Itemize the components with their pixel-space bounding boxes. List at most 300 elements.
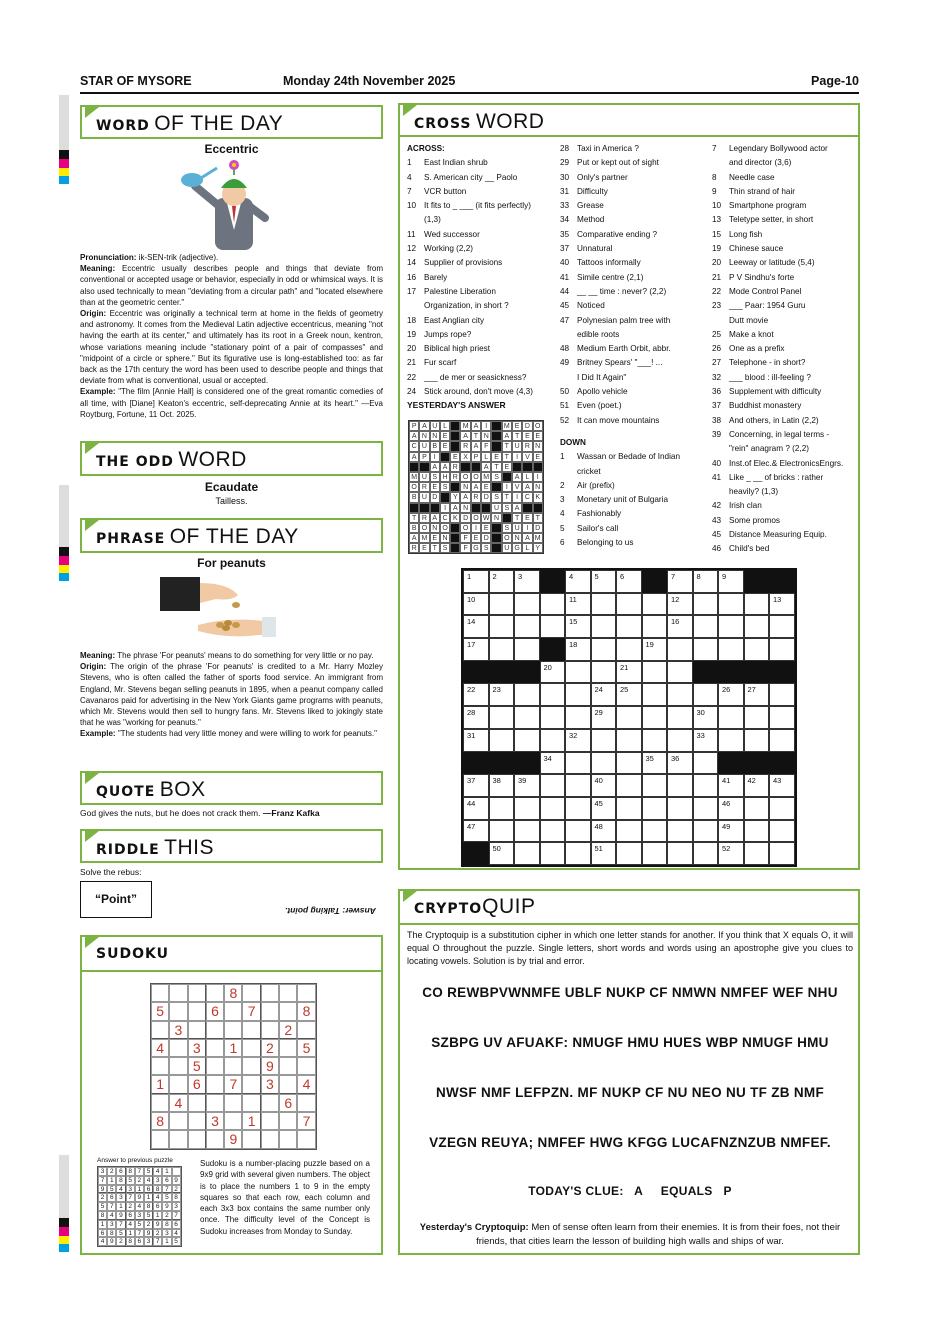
grid-cell[interactable] bbox=[616, 638, 642, 661]
grid-cell[interactable] bbox=[642, 593, 668, 616]
grid-cell[interactable] bbox=[693, 752, 719, 775]
grid-cell[interactable]: 30 bbox=[693, 706, 719, 729]
clue-text: Sailor's call bbox=[577, 523, 619, 533]
grid-cell[interactable] bbox=[769, 842, 795, 865]
answer-cell: T bbox=[491, 462, 501, 472]
grid-cell[interactable] bbox=[718, 729, 744, 752]
grid-cell[interactable] bbox=[616, 774, 642, 797]
answer-cell: S bbox=[502, 523, 512, 533]
answer-cell: O bbox=[502, 533, 512, 543]
grid-cell[interactable]: 7 bbox=[667, 570, 693, 593]
grid-cell[interactable]: 24 bbox=[591, 683, 617, 706]
grid-cell[interactable]: 49 bbox=[718, 820, 744, 843]
grid-cell[interactable] bbox=[642, 842, 668, 865]
sudoku-cell[interactable] bbox=[224, 1057, 242, 1075]
grid-cell[interactable] bbox=[540, 706, 566, 729]
grid-cell[interactable] bbox=[514, 820, 540, 843]
answer-cell: M bbox=[481, 472, 491, 482]
grid-cell[interactable] bbox=[642, 661, 668, 684]
grid-cell[interactable] bbox=[514, 638, 540, 661]
answer-cell: 1 bbox=[144, 1193, 153, 1202]
clue-text: Noticed bbox=[577, 301, 605, 311]
sudoku-cell[interactable]: 7 bbox=[224, 1075, 242, 1093]
clue-row bbox=[712, 471, 843, 485]
sudoku-cell[interactable] bbox=[206, 1094, 224, 1112]
grid-cell[interactable] bbox=[744, 797, 770, 820]
sudoku-cell[interactable] bbox=[169, 1075, 187, 1093]
grid-cell[interactable] bbox=[718, 706, 744, 729]
grid-cell[interactable] bbox=[540, 683, 566, 706]
grid-cell[interactable] bbox=[693, 593, 719, 616]
grid-cell[interactable]: 8 bbox=[693, 570, 719, 593]
grid-cell[interactable] bbox=[616, 706, 642, 729]
sudoku-cell[interactable] bbox=[261, 1094, 279, 1112]
grid-cell[interactable] bbox=[514, 593, 540, 616]
sudoku-cell[interactable] bbox=[224, 1112, 242, 1130]
sudoku-cell[interactable] bbox=[279, 1039, 297, 1057]
sudoku-cell[interactable] bbox=[188, 1130, 206, 1148]
answer-cell: 9 bbox=[144, 1229, 153, 1238]
clue-text: East Indian shrub bbox=[424, 158, 488, 168]
sudoku-cell[interactable]: 3 bbox=[169, 1021, 187, 1039]
sudoku-cell[interactable]: 2 bbox=[279, 1021, 297, 1039]
grid-cell[interactable] bbox=[565, 706, 591, 729]
grid-cell[interactable] bbox=[667, 842, 693, 865]
grid-cell[interactable]: 20 bbox=[540, 661, 566, 684]
answer-cell: O bbox=[471, 513, 481, 523]
sudoku-cell[interactable] bbox=[151, 1130, 169, 1148]
sudoku-cell[interactable]: 2 bbox=[261, 1039, 279, 1057]
black-cell bbox=[450, 533, 460, 543]
grid-cell[interactable]: 19 bbox=[642, 638, 668, 661]
grid-cell[interactable]: 51 bbox=[591, 842, 617, 865]
grid-cell[interactable]: 14 bbox=[463, 615, 489, 638]
grid-cell[interactable]: 3 bbox=[514, 570, 540, 593]
black-cell bbox=[450, 421, 460, 431]
grid-cell[interactable] bbox=[489, 820, 515, 843]
sudoku-cell[interactable]: 6 bbox=[188, 1075, 206, 1093]
grid-cell[interactable] bbox=[642, 683, 668, 706]
answer-cell: A bbox=[522, 533, 532, 543]
sudoku-cell[interactable] bbox=[242, 984, 260, 1002]
sudoku-cell[interactable]: 4 bbox=[151, 1039, 169, 1057]
grid-cell[interactable]: 34 bbox=[540, 752, 566, 775]
grid-cell[interactable] bbox=[591, 661, 617, 684]
sudoku-cell[interactable] bbox=[188, 1094, 206, 1112]
clue-text: (1,3) bbox=[424, 215, 441, 225]
grid-cell[interactable]: 16 bbox=[667, 615, 693, 638]
clue-text: Working (2,2) bbox=[424, 244, 473, 254]
answer-cell bbox=[172, 1167, 181, 1176]
sudoku-cell[interactable] bbox=[261, 1002, 279, 1020]
grid-cell[interactable] bbox=[693, 683, 719, 706]
grid-cell[interactable] bbox=[565, 683, 591, 706]
answer-cell: E bbox=[440, 431, 450, 441]
grid-cell[interactable] bbox=[489, 638, 515, 661]
answer-cell: U bbox=[491, 503, 501, 513]
grid-cell[interactable] bbox=[693, 797, 719, 820]
grid-cell[interactable] bbox=[769, 683, 795, 706]
sudoku-cell[interactable] bbox=[297, 1094, 315, 1112]
sudoku-cell[interactable] bbox=[242, 1130, 260, 1148]
grid-cell[interactable] bbox=[642, 820, 668, 843]
grid-cell[interactable] bbox=[540, 593, 566, 616]
answer-cell: E bbox=[512, 421, 522, 431]
grid-cell[interactable] bbox=[769, 706, 795, 729]
grid-cell[interactable] bbox=[744, 729, 770, 752]
answer-cell: 1 bbox=[98, 1220, 107, 1229]
black-cell bbox=[718, 661, 744, 684]
sudoku-cell[interactable]: 5 bbox=[151, 1002, 169, 1020]
answer-cell: I bbox=[512, 452, 522, 462]
grid-cell[interactable] bbox=[565, 774, 591, 797]
answer-cell: T bbox=[533, 513, 543, 523]
grid-cell[interactable] bbox=[667, 820, 693, 843]
grid-cell[interactable] bbox=[718, 638, 744, 661]
sudoku-cell[interactable] bbox=[297, 1021, 315, 1039]
clue-number: 14 bbox=[407, 258, 417, 268]
sudoku-cell[interactable] bbox=[297, 1057, 315, 1075]
grid-cell[interactable] bbox=[744, 820, 770, 843]
riddle-title-small: RIDDLE bbox=[96, 842, 160, 858]
grid-cell[interactable] bbox=[540, 797, 566, 820]
grid-cell[interactable] bbox=[616, 729, 642, 752]
grid-cell[interactable] bbox=[693, 638, 719, 661]
sudoku-cell[interactable] bbox=[224, 1094, 242, 1112]
grid-cell[interactable]: 41 bbox=[718, 774, 744, 797]
grid-cell[interactable] bbox=[616, 842, 642, 865]
sudoku-cell[interactable] bbox=[169, 1002, 187, 1020]
answer-cell: U bbox=[502, 543, 512, 553]
grid-cell[interactable] bbox=[616, 593, 642, 616]
clue-text: Supplement with difficulty bbox=[729, 387, 822, 397]
clue-text: Fur scarf bbox=[424, 358, 457, 368]
grid-cell[interactable] bbox=[540, 729, 566, 752]
clue-row bbox=[560, 199, 680, 213]
clue-number: 6 bbox=[560, 538, 565, 548]
grid-cell[interactable]: 46 bbox=[718, 797, 744, 820]
sudoku-cell[interactable]: 1 bbox=[242, 1112, 260, 1130]
crossword-title-box bbox=[398, 103, 860, 137]
sudoku-cell[interactable] bbox=[188, 1021, 206, 1039]
sudoku-cell[interactable] bbox=[297, 984, 315, 1002]
grid-cell[interactable]: 27 bbox=[744, 683, 770, 706]
grid-cell[interactable] bbox=[540, 820, 566, 843]
grid-cell[interactable] bbox=[693, 774, 719, 797]
sudoku-cell[interactable] bbox=[151, 984, 169, 1002]
grid-cell[interactable] bbox=[514, 729, 540, 752]
grid-cell[interactable]: 21 bbox=[616, 661, 642, 684]
grid-cell[interactable] bbox=[693, 820, 719, 843]
grid-cell[interactable] bbox=[514, 797, 540, 820]
grid-cell[interactable] bbox=[540, 774, 566, 797]
grid-cell[interactable] bbox=[769, 820, 795, 843]
grid-cell[interactable] bbox=[667, 638, 693, 661]
grid-cell[interactable]: 22 bbox=[463, 683, 489, 706]
sudoku-cell[interactable]: 1 bbox=[151, 1075, 169, 1093]
grid-cell[interactable] bbox=[565, 661, 591, 684]
grid-cell[interactable]: 50 bbox=[489, 842, 515, 865]
answer-cell: E bbox=[440, 441, 450, 451]
grid-cell[interactable] bbox=[744, 638, 770, 661]
grid-cell[interactable] bbox=[744, 615, 770, 638]
grid-cell[interactable] bbox=[769, 729, 795, 752]
grid-cell[interactable] bbox=[667, 774, 693, 797]
grid-cell[interactable]: 11 bbox=[565, 593, 591, 616]
sudoku-grid[interactable] bbox=[150, 983, 317, 1150]
grid-cell[interactable]: 6 bbox=[616, 570, 642, 593]
grid-cell[interactable] bbox=[616, 752, 642, 775]
black-cell bbox=[440, 492, 450, 502]
grid-cell[interactable]: 40 bbox=[591, 774, 617, 797]
answer-cell: P bbox=[419, 452, 429, 462]
sudoku-cell[interactable] bbox=[224, 1021, 242, 1039]
grid-cell[interactable] bbox=[718, 615, 744, 638]
answer-cell: 8 bbox=[107, 1229, 116, 1238]
sudoku-cell[interactable] bbox=[279, 1002, 297, 1020]
clue-row bbox=[560, 342, 680, 356]
sudoku-cell[interactable]: 5 bbox=[188, 1057, 206, 1075]
sudoku-cell[interactable] bbox=[261, 984, 279, 1002]
grid-cell[interactable] bbox=[667, 661, 693, 684]
grid-cell[interactable] bbox=[642, 615, 668, 638]
grid-cell[interactable] bbox=[565, 820, 591, 843]
sudoku-cell[interactable] bbox=[279, 1075, 297, 1093]
answer-cell: E bbox=[491, 452, 501, 462]
crossword-grid[interactable] bbox=[461, 568, 797, 867]
clue-text: "rein" anagram ? (2,2) bbox=[729, 444, 809, 454]
sudoku-cell[interactable] bbox=[279, 1057, 297, 1075]
black-cell bbox=[471, 462, 481, 472]
grid-cell[interactable]: 38 bbox=[489, 774, 515, 797]
grid-cell[interactable] bbox=[693, 615, 719, 638]
grid-cell[interactable]: 13 bbox=[769, 593, 795, 616]
grid-cell[interactable]: 52 bbox=[718, 842, 744, 865]
grid-cell[interactable]: 29 bbox=[591, 706, 617, 729]
grid-cell[interactable]: 28 bbox=[463, 706, 489, 729]
answer-cell: E bbox=[419, 543, 429, 553]
sudoku-cell[interactable] bbox=[224, 1002, 242, 1020]
clue-number: 19 bbox=[407, 329, 417, 339]
grid-cell[interactable] bbox=[667, 729, 693, 752]
sudoku-cell[interactable] bbox=[169, 1112, 187, 1130]
grid-cell[interactable] bbox=[489, 615, 515, 638]
grid-cell[interactable]: 37 bbox=[463, 774, 489, 797]
black-cell bbox=[514, 661, 540, 684]
black-cell bbox=[522, 462, 532, 472]
odd-meaning: Tailless. bbox=[215, 496, 248, 506]
grid-cell[interactable] bbox=[489, 797, 515, 820]
wotd-body: Pronunciation: ik-SEN-trik (adjective). Meaning: Eccentric usually describes people and things that deviate from conventional or accepted usage or behavior, especially in odd or whimsical ways. It is also used technically to mean "deviating from a circular path" and "located elsewhere than at the geometric center." Origin: Eccentric was originally a technical term at home in the fields of geometry and astronomy. It comes from the Medieval Latin adjective eccentricus, meaning "not having the earth at its center," and ultimately has its root in a Greek noun, kentron, whose variations meaning include "stationary point of a pair of compasses" and "midpoint of a circle or sphere." But its figurative use is long-established too: as far back as the 17th century the word has been used to describe people and things that deviate from what is conventional, usual or accepted. Example: "The film [Annie Hall] is considered one of the great romantic comedies of all time, with [Diane] Keaton's eccentric, self-deprecating Annie at its heart." —Eva Roytburg, Fortune, 11 Oct. 2025. bbox=[80, 253, 383, 419]
grid-cell[interactable] bbox=[667, 683, 693, 706]
grid-cell[interactable] bbox=[565, 752, 591, 775]
sudoku-cell[interactable]: 4 bbox=[297, 1075, 315, 1093]
grid-cell[interactable]: 25 bbox=[616, 683, 642, 706]
clue-row bbox=[712, 485, 843, 499]
grid-cell[interactable]: 23 bbox=[489, 683, 515, 706]
reg-gray bbox=[59, 95, 69, 150]
grid-cell[interactable]: 33 bbox=[693, 729, 719, 752]
grid-cell[interactable] bbox=[591, 593, 617, 616]
sudoku-cell[interactable]: 7 bbox=[242, 1002, 260, 1020]
grid-cell[interactable] bbox=[591, 615, 617, 638]
grid-cell[interactable]: 44 bbox=[463, 797, 489, 820]
sudoku-cell[interactable] bbox=[151, 1021, 169, 1039]
clue-row bbox=[407, 256, 533, 270]
grid-cell[interactable] bbox=[489, 593, 515, 616]
grid-cell[interactable] bbox=[514, 683, 540, 706]
grid-cell[interactable] bbox=[489, 706, 515, 729]
grid-cell[interactable] bbox=[489, 729, 515, 752]
grid-cell[interactable] bbox=[642, 706, 668, 729]
grid-cell[interactable]: 5 bbox=[591, 570, 617, 593]
grid-cell[interactable] bbox=[616, 615, 642, 638]
grid-cell[interactable] bbox=[591, 729, 617, 752]
sudoku-cell[interactable]: 6 bbox=[279, 1094, 297, 1112]
sudoku-cell[interactable] bbox=[151, 1094, 169, 1112]
grid-cell[interactable] bbox=[667, 706, 693, 729]
sudoku-cell[interactable]: 6 bbox=[206, 1002, 224, 1020]
sudoku-cell[interactable] bbox=[279, 1112, 297, 1130]
grid-cell[interactable] bbox=[616, 797, 642, 820]
answer-cell: N bbox=[419, 431, 429, 441]
clue-row bbox=[560, 299, 680, 313]
grid-cell[interactable] bbox=[693, 842, 719, 865]
answer-cell: 6 bbox=[107, 1193, 116, 1202]
answer-cell: I bbox=[502, 482, 512, 492]
grid-cell[interactable]: 47 bbox=[463, 820, 489, 843]
grid-cell[interactable]: 2 bbox=[489, 570, 515, 593]
grid-cell[interactable] bbox=[642, 729, 668, 752]
grid-cell[interactable]: 9 bbox=[718, 570, 744, 593]
sudoku-cell[interactable] bbox=[169, 1057, 187, 1075]
grid-cell[interactable] bbox=[769, 797, 795, 820]
clue-number: 43 bbox=[712, 515, 722, 525]
sudoku-cell[interactable]: 3 bbox=[206, 1112, 224, 1130]
sudoku-cell[interactable]: 8 bbox=[297, 1002, 315, 1020]
sudoku-cell[interactable] bbox=[188, 984, 206, 1002]
grid-cell[interactable] bbox=[718, 593, 744, 616]
sudoku-cell[interactable] bbox=[261, 1112, 279, 1130]
grid-cell[interactable] bbox=[769, 638, 795, 661]
grid-cell[interactable]: 35 bbox=[642, 752, 668, 775]
grid-cell[interactable] bbox=[540, 842, 566, 865]
answer-cell: 4 bbox=[153, 1193, 162, 1202]
sudoku-cell[interactable]: 8 bbox=[224, 984, 242, 1002]
answer-cell: S bbox=[430, 472, 440, 482]
grid-cell[interactable] bbox=[565, 797, 591, 820]
sudoku-cell[interactable] bbox=[242, 1057, 260, 1075]
answer-cell: P bbox=[471, 452, 481, 462]
odd-title-small: THE ODD bbox=[96, 454, 174, 470]
sudoku-cell[interactable] bbox=[206, 1039, 224, 1057]
sudoku-cell[interactable] bbox=[206, 1075, 224, 1093]
grid-cell[interactable] bbox=[540, 615, 566, 638]
sudoku-cell[interactable]: 4 bbox=[169, 1094, 187, 1112]
sudoku-cell[interactable] bbox=[206, 1130, 224, 1148]
sudoku-cell[interactable] bbox=[297, 1130, 315, 1148]
sudoku-cell[interactable] bbox=[261, 1021, 279, 1039]
grid-cell[interactable]: 32 bbox=[565, 729, 591, 752]
sudoku-cell[interactable] bbox=[279, 1130, 297, 1148]
sudoku-cell[interactable]: 1 bbox=[224, 1039, 242, 1057]
grid-cell[interactable] bbox=[514, 842, 540, 865]
sudoku-cell[interactable] bbox=[169, 1130, 187, 1148]
grid-cell[interactable] bbox=[667, 797, 693, 820]
answer-cell: A bbox=[471, 441, 481, 451]
grid-cell[interactable]: 15 bbox=[565, 615, 591, 638]
clue-text: Britney Spears' "___! ... bbox=[577, 358, 663, 368]
sudoku-cell[interactable]: 8 bbox=[151, 1112, 169, 1130]
sudoku-cell[interactable] bbox=[188, 1112, 206, 1130]
sudoku-cell[interactable]: 9 bbox=[261, 1057, 279, 1075]
grid-cell[interactable]: 39 bbox=[514, 774, 540, 797]
sudoku-cell[interactable] bbox=[242, 1039, 260, 1057]
grid-cell[interactable]: 45 bbox=[591, 797, 617, 820]
sudoku-cell[interactable] bbox=[261, 1130, 279, 1148]
grid-cell[interactable] bbox=[642, 774, 668, 797]
sudoku-cell[interactable] bbox=[242, 1021, 260, 1039]
grid-cell[interactable]: 18 bbox=[565, 638, 591, 661]
grid-cell[interactable] bbox=[514, 706, 540, 729]
sudoku-cell[interactable] bbox=[242, 1094, 260, 1112]
sudoku-cell[interactable] bbox=[279, 984, 297, 1002]
grid-cell[interactable] bbox=[591, 752, 617, 775]
sudoku-cell[interactable]: 7 bbox=[297, 1112, 315, 1130]
answer-cell: 6 bbox=[98, 1229, 107, 1238]
sudoku-cell[interactable]: 3 bbox=[261, 1075, 279, 1093]
sudoku-cell[interactable] bbox=[151, 1057, 169, 1075]
sudoku-cell[interactable] bbox=[169, 1039, 187, 1057]
sudoku-cell[interactable] bbox=[242, 1075, 260, 1093]
answer-cell: 7 bbox=[162, 1185, 171, 1194]
grid-cell[interactable] bbox=[616, 820, 642, 843]
grid-cell[interactable]: 4 bbox=[565, 570, 591, 593]
grid-cell[interactable]: 43 bbox=[769, 774, 795, 797]
grid-cell[interactable] bbox=[744, 593, 770, 616]
sudoku-cell[interactable] bbox=[188, 1002, 206, 1020]
grid-cell[interactable]: 48 bbox=[591, 820, 617, 843]
grid-cell[interactable] bbox=[744, 842, 770, 865]
sudoku-cell[interactable]: 5 bbox=[297, 1039, 315, 1057]
grid-cell[interactable]: 1 bbox=[463, 570, 489, 593]
sudoku-cell[interactable]: 9 bbox=[224, 1130, 242, 1148]
grid-cell[interactable] bbox=[642, 797, 668, 820]
grid-cell[interactable] bbox=[514, 615, 540, 638]
clue-number: 4 bbox=[407, 172, 412, 182]
answer-cell: 9 bbox=[107, 1237, 116, 1246]
sudoku-cell[interactable]: 3 bbox=[188, 1039, 206, 1057]
grid-cell[interactable]: 42 bbox=[744, 774, 770, 797]
sudoku-cell[interactable] bbox=[206, 1057, 224, 1075]
grid-cell[interactable]: 31 bbox=[463, 729, 489, 752]
grid-cell[interactable]: 26 bbox=[718, 683, 744, 706]
grid-cell[interactable] bbox=[591, 638, 617, 661]
answer-cell: 7 bbox=[135, 1229, 144, 1238]
grid-cell[interactable] bbox=[744, 706, 770, 729]
grid-cell[interactable]: 36 bbox=[667, 752, 693, 775]
grid-cell[interactable] bbox=[565, 842, 591, 865]
grid-cell[interactable]: 17 bbox=[463, 638, 489, 661]
clue-row bbox=[712, 428, 843, 442]
clue-row bbox=[560, 142, 680, 156]
sudoku-cell[interactable] bbox=[169, 984, 187, 1002]
grid-cell[interactable]: 12 bbox=[667, 593, 693, 616]
grid-cell[interactable] bbox=[769, 615, 795, 638]
grid-cell[interactable]: 10 bbox=[463, 593, 489, 616]
sudoku-cell[interactable] bbox=[206, 984, 224, 1002]
sudoku-cell[interactable] bbox=[206, 1021, 224, 1039]
